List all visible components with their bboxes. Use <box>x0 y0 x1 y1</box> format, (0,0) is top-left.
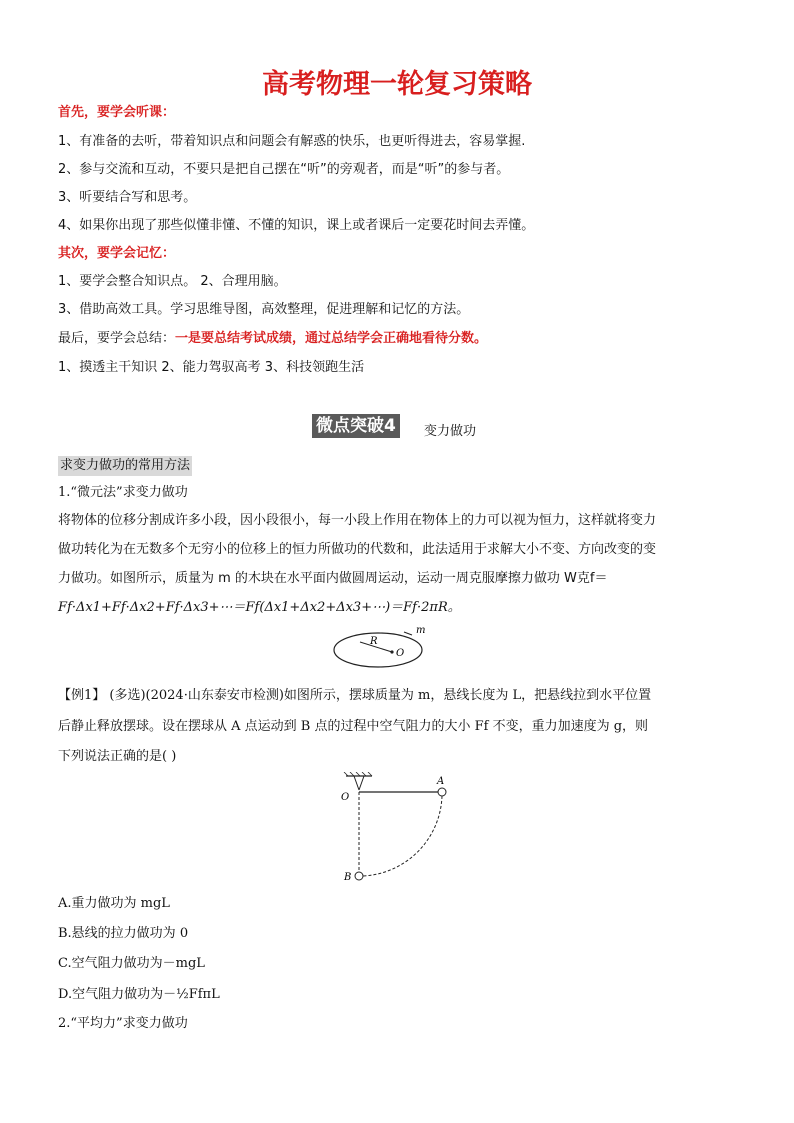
section3-lead-line <box>58 330 487 348</box>
section2-item: 3、借助高效工具。学习思维导图，高效整理，促进理解和记忆的方法。 <box>58 302 470 317</box>
arc-path <box>363 796 442 876</box>
section3-emphasis: 一是要总结考试成绩，通过总结学会正确地看待分数。 <box>175 331 488 346</box>
page-title: 高考物理一轮复习策略 <box>262 69 532 100</box>
option-d: D.空气阻力做功为－½FfπL <box>58 987 220 1002</box>
section2-heading: 其次，要学会记忆： <box>58 246 176 261</box>
method1-paragraph-line: 力做功。如图所示，质量为 m 的木块在水平面内做圆周运动，运动一周克服摩擦力做功 W克f＝ <box>58 571 608 586</box>
method-label: 求变力做功的常用方法 <box>58 456 192 476</box>
example-line: 后静止释放摆球。设在摆球从 A 点运动到 B 点的过程中空气阻力的大小 Ff 不变，重力加速度为 g，则 <box>58 719 649 734</box>
center-point <box>390 650 393 653</box>
point-a-label: A <box>437 776 445 787</box>
ball-b <box>355 872 363 880</box>
section-topic: 变力做功 <box>424 424 477 439</box>
point-b-label: B <box>344 872 352 883</box>
direction-arrow <box>404 632 412 635</box>
section3-lead: 最后，要学会总结： <box>58 331 176 346</box>
example-line: 【例1】 (多选)(2024·山东泰安市检测)如图所示，摆球质量为 m，悬线长度为 L，把悬线拉到水平位置 <box>58 688 652 703</box>
section1-item: 4、如果你出现了那些似懂非懂、不懂的知识，课上或者课后一定要花时间去弄懂。 <box>58 218 535 233</box>
method1-formula: Ff·Δx1+Ff·Δx2+Ff·Δx3+⋯＝Ff(Δx1+Δx2+Δx3+⋯)＝Ff·2πR。 <box>58 600 461 615</box>
mass-label: m <box>416 625 426 636</box>
method1-heading: 1.“微元法”求变力做功 <box>58 485 188 500</box>
section-badge: 微点突破4 <box>312 414 400 438</box>
method2-heading: 2.“平均力”求变力做功 <box>58 1016 188 1031</box>
radius-label: R <box>370 636 378 647</box>
option-b: B.悬线的拉力做功为 0 <box>58 926 189 941</box>
circular-motion-figure <box>330 622 440 672</box>
example-line: 下列说法正确的是( ) <box>58 749 177 764</box>
pivot-label: O <box>341 792 350 803</box>
section1-heading: 首先，要学会听课： <box>58 105 176 120</box>
section1-item: 3、听要结合写和思考。 <box>58 190 197 205</box>
section3-items: 1、摸透主干知识 2、能力驾驭高考 3、科技领跑生活 <box>58 360 365 375</box>
option-a: A.重力做功为 mgL <box>58 896 170 911</box>
section1-item: 2、参与交流和互动，不要只是把自己摆在“听”的旁观者，而是“听”的参与者。 <box>58 162 510 177</box>
section2-item: 1、要学会整合知识点。 2、合理用脑。 <box>58 274 287 289</box>
method1-paragraph-line: 做功转化为在无数多个无穷小的位移上的恒力所做功的代数和，此法适用于求解大小不变、方向改变的变 <box>58 542 657 557</box>
support-right <box>359 776 364 790</box>
pendulum-figure <box>338 772 456 886</box>
ball-a <box>438 788 446 796</box>
section1-item: 1、有准备的去听，带着知识点和问题会有解惑的快乐，也更听得进去，容易掌握. <box>58 134 526 149</box>
circle-path <box>334 633 422 667</box>
support-left <box>354 776 359 790</box>
method1-paragraph-line: 将物体的位移分割成许多小段，因小段很小，每一小段上作用在物体上的力可以视为恒力，这样就将变力 <box>58 513 657 528</box>
option-c: C.空气阻力做功为－mgL <box>58 956 205 971</box>
center-label: O <box>396 648 405 659</box>
